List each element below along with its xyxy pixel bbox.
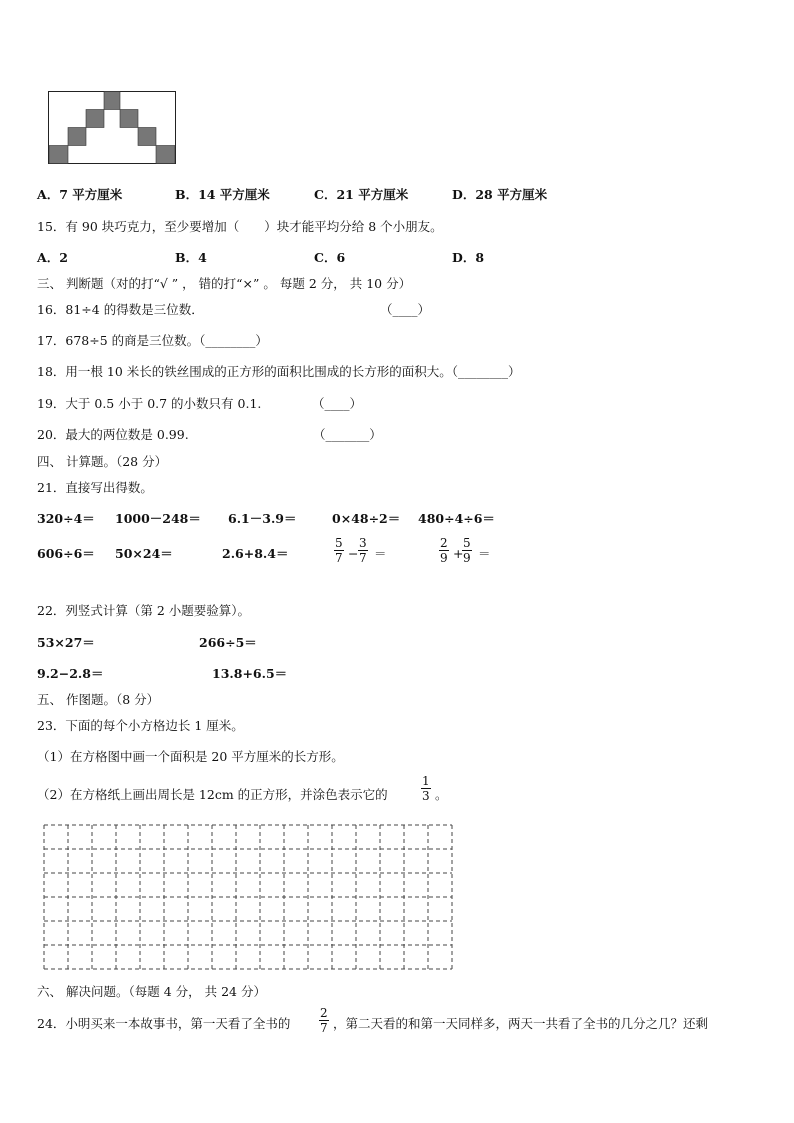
q17-text: 17．678÷5 的商是三位数。（________） (37, 333, 268, 348)
q23-part2-fraction: $\frac{1}{3}$ (422, 774, 430, 803)
q15-option-a: A．2 (37, 250, 68, 265)
q20-answer-blank: （_______） (313, 427, 382, 442)
q21-equals: ＝ (478, 546, 491, 561)
q21-expr: 1000－248＝ (115, 511, 201, 526)
q21-fraction: $\frac{5}{7}$ (335, 536, 343, 565)
q23-part2-text: （2）在方格纸上画出周长是 12cm 的正方形，并涂色表示它的 (37, 787, 388, 802)
q16-answer-blank: （____） (380, 302, 431, 317)
q21-expr: 320÷4＝ (37, 511, 95, 526)
q21-fraction: $\frac{2}{9}$ (440, 536, 448, 565)
q19-answer-blank: （____） (312, 396, 363, 411)
q24-fraction: $\frac{2}{7}$ (320, 1006, 328, 1035)
q21-operator: + (453, 546, 464, 561)
q14-staircase-figure (48, 91, 178, 167)
q21-expr: 50×24＝ (115, 546, 173, 561)
q21-fraction: $\frac{5}{9}$ (463, 536, 471, 565)
q22-expr: 266÷5＝ (199, 635, 257, 650)
q23-part2 (37, 787, 388, 803)
q21-expr: 606÷6＝ (37, 546, 95, 561)
q21-operator: − (348, 546, 359, 561)
q14-option-c: C．21 平方厘米 (314, 187, 409, 202)
q24-text-start: 24．小明买来一本故事书，第一天看了全书的 (37, 1016, 291, 1031)
q23-part2-suffix: 。 (435, 787, 448, 802)
q22-expr: 53×27＝ (37, 635, 95, 650)
q24-text-end: ，第二天看的和第一天同样多，两天一共看了全书的几分之几？还剩 (333, 1016, 709, 1031)
q21-fraction: $\frac{3}{7}$ (359, 536, 367, 565)
section4-heading: 四、 计算题。（28 分） (37, 454, 168, 469)
q21-equals: ＝ (374, 546, 387, 561)
section5-heading: 五、 作图题。（8 分） (37, 692, 160, 707)
q23-part1: （1）在方格图中画一个面积是 20 平方厘米的长方形。 (37, 749, 344, 764)
q18-text: 18．用一根 10 米长的铁丝围成的正方形的面积比围成的长方形的面积大。（________） (37, 364, 521, 379)
q21-title: 21．直接写出得数。 (37, 480, 153, 495)
q22-title: 22．列竖式计算（第 2 小题要验算）。 (37, 603, 251, 618)
q15-option-c: C．6 (314, 250, 346, 265)
q15-stem: 15．有 90 块巧克力，至少要增加（ ）块才能平均分给 8 个小朋友。 (37, 219, 443, 234)
q21-expr: 480÷4÷6＝ (418, 511, 495, 526)
q14-option-b: B．14 平方厘米 (175, 187, 270, 202)
q15-option-b: B．4 (175, 250, 207, 265)
q14-option-a: A．7 平方厘米 (37, 187, 123, 202)
q21-expr: 2.6+8.4＝ (222, 546, 289, 561)
q14-option-d: D．28 平方厘米 (452, 187, 548, 202)
q22-expr: 9.2−2.8＝ (37, 666, 104, 681)
q21-expr: 0×48÷2＝ (332, 511, 401, 526)
section6-heading: 六、 解决问题。（每题 4 分， 共 24 分） (37, 984, 266, 999)
dashed-square-grid[interactable] (40, 822, 460, 972)
q15-option-d: D．8 (452, 250, 485, 265)
q19-text: 19．大于 0.5 小于 0.7 的小数只有 0.1. (37, 396, 262, 411)
q22-expr: 13.8+6.5＝ (212, 666, 288, 681)
q21-expr: 6.1－3.9＝ (228, 511, 297, 526)
q20-text: 20．最大的两位数是 0.99. (37, 427, 189, 442)
section3-heading: 三、 判断题（对的打“√ ” ， 错的打“×” 。 每题 2 分， 共 10 分） (37, 276, 412, 291)
q16-text: 16．81÷4 的得数是三位数． (37, 302, 204, 317)
q23-title: 23．下面的每个小方格边长 1 厘米。 (37, 718, 244, 733)
